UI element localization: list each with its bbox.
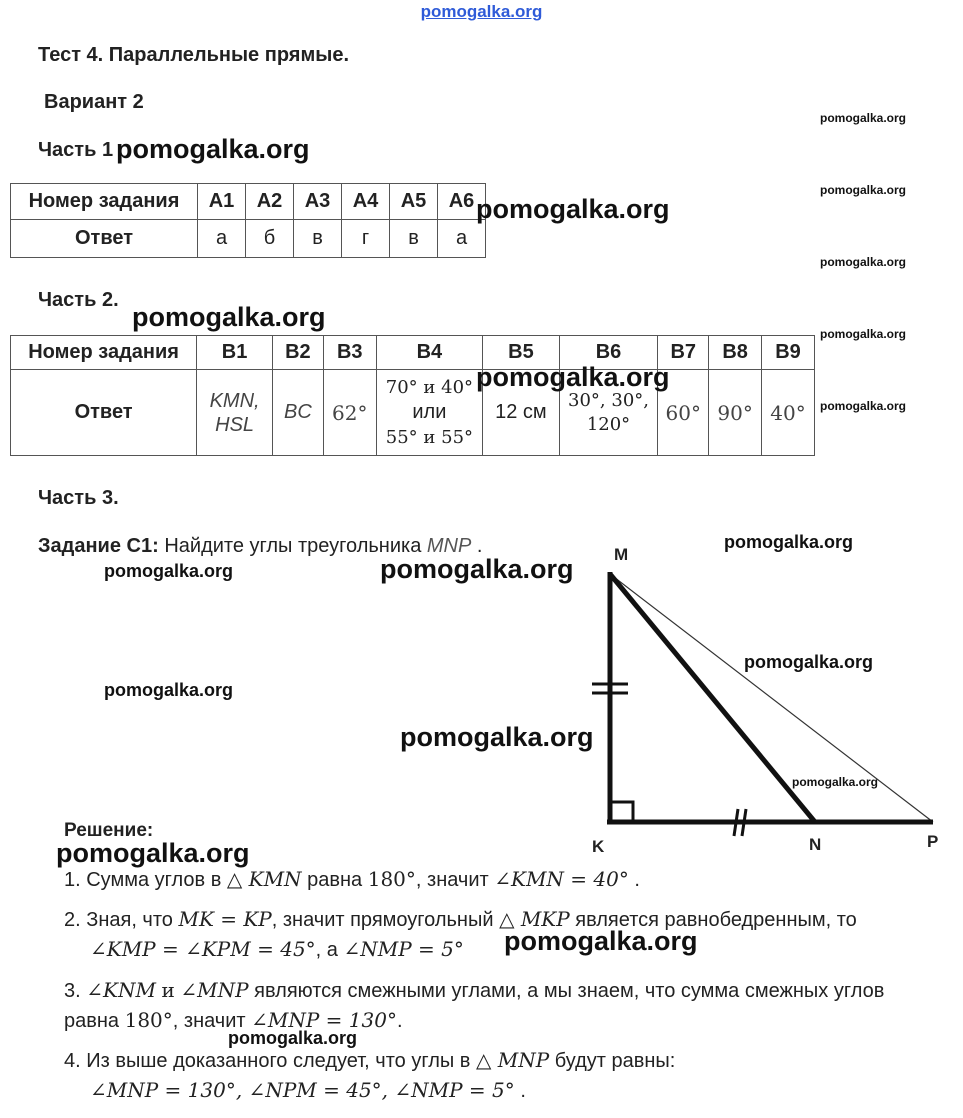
part2-col: В6 <box>559 336 658 370</box>
watermark: pomogalka.org <box>132 302 326 332</box>
b6-line: 120° <box>586 413 631 435</box>
watermark: pomogalka.org <box>744 652 874 672</box>
b4-line: 70° и 40° <box>385 377 474 398</box>
page-title: Тест 4. Параллельные прямые. <box>38 44 349 66</box>
vertex-label-p: P <box>927 832 939 851</box>
s2-text: , а <box>315 939 338 961</box>
part2-col: В3 <box>323 336 376 370</box>
variant-label: Вариант 2 <box>44 91 144 113</box>
part1-answer: а <box>438 220 486 258</box>
s4-text: будут равны: <box>554 1050 676 1072</box>
s1-text: , значит <box>415 869 489 891</box>
part2-header-label: Номер задания <box>11 336 197 370</box>
part1-header-label: Номер задания <box>11 184 198 220</box>
part1-answer: а <box>198 220 246 258</box>
part2-col: В2 <box>272 336 323 370</box>
part1-col: А5 <box>390 184 438 220</box>
s3-text: являются смежными углами, а мы знаем, что сумма смежных углов <box>254 980 885 1002</box>
segment-mp <box>610 574 933 822</box>
task-end: . <box>476 535 483 557</box>
b1-line: KMN, <box>209 389 260 412</box>
s4-text: 4. Из выше доказанного следует, что углы в <box>64 1050 471 1072</box>
part1-answer: в <box>390 220 438 258</box>
watermark: pomogalka.org <box>820 183 907 197</box>
watermark: pomogalka.org <box>476 194 670 224</box>
watermark: pomogalka.org <box>820 399 907 413</box>
part1-col: А1 <box>198 184 246 220</box>
solution-step-2-cont <box>90 937 464 962</box>
task-math: MNP <box>426 535 472 557</box>
s3-text: 3. <box>64 980 81 1002</box>
part1-col: А6 <box>438 184 486 220</box>
s3-math: ∠KNM <box>86 978 156 1002</box>
s1-math: ∠KMN = 40° <box>494 867 629 891</box>
part2-col: В9 <box>762 336 815 370</box>
s1-text: равна <box>307 869 363 891</box>
watermark: pomogalka.org <box>380 554 574 584</box>
part1-label: Часть 1 <box>38 139 114 161</box>
right-angle-mark <box>611 802 633 821</box>
s2-text: , значит прямоугольный <box>271 909 494 931</box>
watermark: pomogalka.org <box>104 680 234 700</box>
watermark: pomogalka.org <box>792 775 879 789</box>
s3-math: ∠MNP <box>180 978 249 1002</box>
part3-label: Часть 3. <box>38 487 119 509</box>
s3-text: равна <box>64 1010 120 1032</box>
part1-col: А2 <box>246 184 294 220</box>
solution-step-1 <box>64 867 640 892</box>
watermark: pomogalka.org <box>504 926 698 956</box>
s3-text: . <box>396 1010 403 1032</box>
watermark: pomogalka.org <box>104 561 234 581</box>
watermark: pomogalka.org <box>724 532 854 552</box>
s1-math: △ KMN <box>226 867 302 891</box>
watermark-link[interactable]: pomogalka.org <box>420 2 543 21</box>
s2-math: ∠KMP = ∠KPM = 45° <box>90 937 316 961</box>
s2-text: 2. Зная, что <box>64 909 173 931</box>
part2-col: В1 <box>197 336 273 370</box>
task-text: Найдите углы треугольника <box>164 535 422 557</box>
part2-col: В7 <box>658 336 709 370</box>
watermark: pomogalka.org <box>820 111 907 125</box>
part1-answer: г <box>342 220 390 258</box>
part2-answer-label: Ответ <box>11 370 197 456</box>
part2-col: В8 <box>709 336 762 370</box>
s1-text: 1. Сумма углов в <box>64 869 222 891</box>
part1-col: А4 <box>342 184 390 220</box>
s2-math: MK = KP <box>178 907 272 931</box>
watermark: pomogalka.org <box>820 255 907 269</box>
part1-answer: б <box>246 220 294 258</box>
s3-math: 180° <box>124 1008 173 1032</box>
s3-text: , значит <box>172 1010 246 1032</box>
part1-col: А3 <box>294 184 342 220</box>
solution-step-3 <box>64 978 884 1003</box>
s2-math: ∠NMP = 5° <box>343 937 464 961</box>
part2-label: Часть 2. <box>38 289 119 311</box>
watermark: pomogalka.org <box>400 722 594 752</box>
b4-line: 55° и 55° <box>385 427 474 448</box>
solution-step-4 <box>64 1048 675 1073</box>
vertex-label-m: M <box>614 545 629 564</box>
part2-answer-b7: 60° <box>658 370 709 456</box>
part2-col: В5 <box>483 336 560 370</box>
watermark: pomogalka.org <box>820 327 907 341</box>
solution-label: Решение: <box>64 820 154 841</box>
watermark: pomogalka.org <box>476 362 670 392</box>
solution-step-2 <box>64 907 857 932</box>
s1-math: 180° <box>367 867 416 891</box>
vertex-label-k: K <box>592 837 605 856</box>
s4-text: . <box>520 1080 526 1102</box>
watermark: pomogalka.org <box>56 838 250 868</box>
part2-answer-b8: 90° <box>709 370 762 456</box>
part2-col: В4 <box>376 336 482 370</box>
part2-answer-b2: BC <box>272 370 323 456</box>
s4-math: ∠MNP = 130°, ∠NPM = 45°, ∠NMP = 5° <box>90 1078 515 1102</box>
task-label: Задание С1: <box>38 535 159 557</box>
s3-math: ∠MNP = 130° <box>251 1008 397 1032</box>
segment-mn <box>610 574 815 822</box>
tick-mark <box>742 809 746 836</box>
s4-math: △ MNP <box>475 1048 550 1072</box>
b6-line: 30°, 30°, <box>568 389 649 411</box>
b1-line: HSL <box>215 413 255 436</box>
s2-math: △ MKP <box>499 907 570 931</box>
s2-text: является равнобедренным, то <box>575 909 857 931</box>
s3-text: и <box>161 978 175 1002</box>
watermark: pomogalka.org <box>116 134 310 164</box>
watermark: pomogalka.org <box>228 1028 358 1048</box>
solution-step-4-cont <box>90 1078 526 1103</box>
tick-mark <box>734 809 738 836</box>
part2-answer-b9: 40° <box>762 370 815 456</box>
b4-line: или <box>412 401 447 423</box>
part2-answer-b3: 62° <box>323 370 376 456</box>
part1-answer-label: Ответ <box>11 220 198 258</box>
part1-answer: в <box>294 220 342 258</box>
s1-text: . <box>634 869 640 891</box>
vertex-label-n: N <box>809 835 822 854</box>
part2-answer-b5: 12 см <box>483 370 560 456</box>
